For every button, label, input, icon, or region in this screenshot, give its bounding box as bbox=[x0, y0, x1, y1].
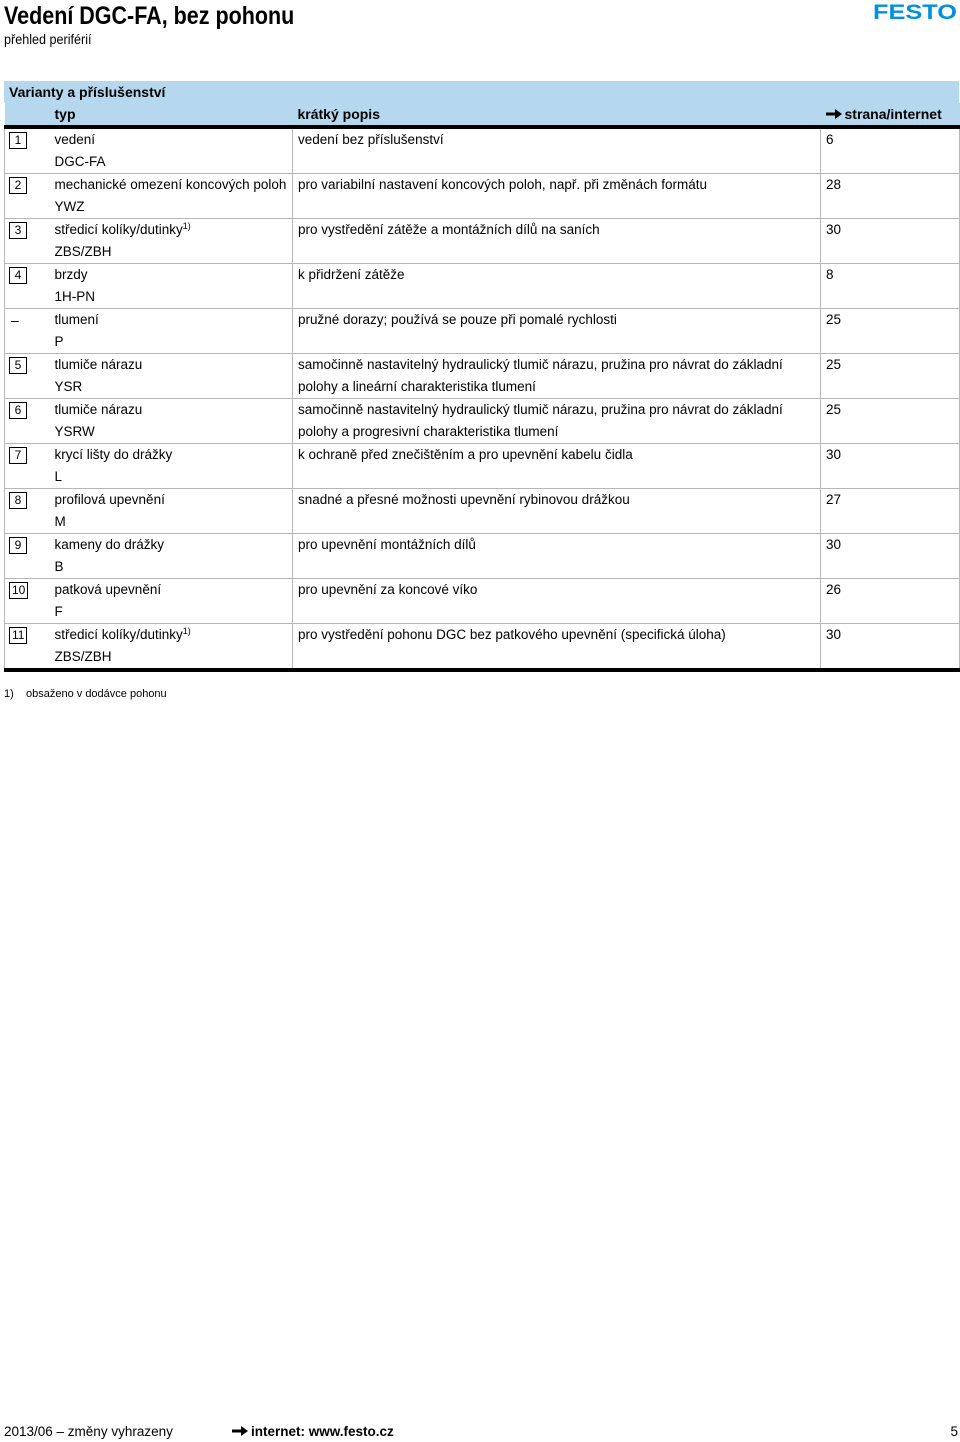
row-page-link[interactable]: 26 bbox=[826, 582, 842, 597]
row-description-cell bbox=[293, 444, 821, 489]
row-type-code: L bbox=[54, 469, 63, 484]
table-row bbox=[5, 489, 960, 534]
row-page-cell bbox=[821, 219, 960, 264]
row-page-cell bbox=[821, 354, 960, 399]
footnote-mark: 1) bbox=[4, 688, 14, 700]
row-page-link[interactable]: 27 bbox=[826, 492, 842, 507]
row-page-cell bbox=[821, 534, 960, 579]
row-description: samočinně nastavitelný hydraulický tlumič nárazu, pružina pro návrat do základní polohy a progresivní charakteristika tlumení bbox=[298, 402, 783, 439]
variants-table bbox=[4, 103, 960, 672]
row-type-cell bbox=[50, 579, 293, 624]
row-type-name: brzdy bbox=[54, 267, 88, 282]
row-page-link[interactable]: 30 bbox=[826, 537, 842, 552]
row-page-link[interactable]: 30 bbox=[826, 627, 842, 642]
row-type-code: B bbox=[54, 559, 64, 574]
arrow-right-icon bbox=[232, 1425, 248, 1437]
table-row bbox=[5, 624, 960, 671]
row-page-link[interactable]: 28 bbox=[826, 177, 842, 192]
row-description: k ochraně před znečištěním a pro upevnění kabelu čidla bbox=[298, 447, 633, 462]
row-page-cell bbox=[821, 174, 960, 219]
row-page-cell bbox=[821, 264, 960, 309]
row-description: pro variabilní nastavení koncových poloh, např. při změnách formátu bbox=[298, 177, 707, 192]
row-number: 3 bbox=[9, 222, 27, 239]
row-type-cell bbox=[50, 534, 293, 579]
footnote bbox=[4, 688, 167, 701]
row-description: k přidržení zátěže bbox=[298, 267, 405, 282]
row-type-cell bbox=[50, 354, 293, 399]
row-number: 11 bbox=[9, 627, 27, 644]
row-number: 4 bbox=[9, 267, 27, 284]
footer-internet-link[interactable]: internet: www.festo.cz bbox=[251, 1424, 394, 1439]
row-type-name: profilová upevnění bbox=[54, 492, 165, 507]
row-number: 7 bbox=[9, 447, 27, 464]
row-type-name: tlumiče nárazu bbox=[54, 357, 143, 372]
header-type: typ bbox=[50, 103, 293, 127]
row-description-cell bbox=[293, 174, 821, 219]
row-number-cell bbox=[5, 534, 50, 579]
table-row bbox=[5, 127, 960, 174]
table-body bbox=[5, 127, 960, 670]
table-row bbox=[5, 219, 960, 264]
row-number: 5 bbox=[9, 357, 27, 374]
row-description-cell bbox=[293, 219, 821, 264]
row-type-cell bbox=[50, 264, 293, 309]
header-page bbox=[821, 103, 960, 127]
row-page-link[interactable]: 25 bbox=[826, 312, 842, 327]
row-number-cell bbox=[5, 174, 50, 219]
table-header-row bbox=[5, 103, 960, 127]
row-page-link[interactable]: 6 bbox=[826, 132, 834, 147]
row-number: 10 bbox=[9, 582, 28, 599]
page-subtitle: přehled periférií bbox=[4, 31, 92, 47]
row-type-name: tlumení bbox=[54, 312, 99, 327]
row-type-cell bbox=[50, 309, 293, 354]
section-header: Varianty a příslušenství bbox=[4, 81, 959, 103]
row-description-cell bbox=[293, 579, 821, 624]
page-number: 5 bbox=[950, 1424, 958, 1439]
row-type-name: kameny do drážky bbox=[54, 537, 165, 552]
footer-date: 2013/06 – změny vyhrazeny bbox=[4, 1424, 173, 1439]
row-description-cell bbox=[293, 264, 821, 309]
row-description-cell bbox=[293, 534, 821, 579]
row-page-cell bbox=[821, 127, 960, 174]
row-number: 6 bbox=[9, 402, 27, 419]
table-row bbox=[5, 354, 960, 399]
row-description: pro upevnění za koncové víko bbox=[298, 582, 478, 597]
row-page-link[interactable]: 30 bbox=[826, 222, 842, 237]
row-type-code: ZBS/ZBH bbox=[54, 244, 112, 259]
row-type-cell bbox=[50, 624, 293, 671]
row-description-cell bbox=[293, 309, 821, 354]
row-type-cell bbox=[50, 127, 293, 174]
row-type-code: P bbox=[54, 334, 64, 349]
row-number-cell bbox=[5, 309, 50, 354]
table-row bbox=[5, 579, 960, 624]
table-row bbox=[5, 309, 960, 354]
table-row bbox=[5, 444, 960, 489]
row-description-cell bbox=[293, 624, 821, 671]
row-type-code: F bbox=[54, 604, 63, 619]
row-page-link[interactable]: 8 bbox=[826, 267, 834, 282]
table-row bbox=[5, 534, 960, 579]
row-number-cell bbox=[5, 624, 50, 671]
row-type-code: 1H-PN bbox=[54, 289, 96, 304]
row-description: vedení bez příslušenství bbox=[298, 132, 444, 147]
row-number-cell bbox=[5, 264, 50, 309]
row-number-cell bbox=[5, 354, 50, 399]
row-description: samočinně nastavitelný hydraulický tlumič nárazu, pružina pro návrat do základní polohy a lineární charakteristika tlumení bbox=[298, 357, 783, 394]
row-type-code: M bbox=[54, 514, 66, 529]
row-page-cell bbox=[821, 579, 960, 624]
header-desc: krátký popis bbox=[293, 103, 821, 127]
arrow-right-icon bbox=[826, 108, 842, 120]
row-type-name: tlumiče nárazu bbox=[54, 402, 143, 417]
row-description: pro upevnění montážních dílů bbox=[298, 537, 476, 552]
variants-table-wrap bbox=[4, 81, 959, 672]
row-type-cell bbox=[50, 174, 293, 219]
row-number-cell bbox=[5, 489, 50, 534]
row-number-cell bbox=[5, 219, 50, 264]
row-type-name: středicí kolíky/dutinky bbox=[54, 222, 183, 237]
row-type-name: středicí kolíky/dutinky bbox=[54, 627, 183, 642]
row-type-name: krycí lišty do drážky bbox=[54, 447, 173, 462]
row-description: pružné dorazy; používá se pouze při pomalé rychlosti bbox=[298, 312, 617, 327]
row-page-cell bbox=[821, 489, 960, 534]
header-page-label: strana/internet bbox=[844, 106, 942, 122]
row-number-cell bbox=[5, 127, 50, 174]
row-number-cell bbox=[5, 444, 50, 489]
page-title: Vedení DGC-FA, bez pohonu bbox=[4, 2, 295, 30]
row-description-cell bbox=[293, 354, 821, 399]
row-type-name: mechanické omezení koncových poloh bbox=[54, 177, 287, 192]
row-number: 1 bbox=[9, 132, 27, 149]
row-type-code: YSR bbox=[54, 379, 83, 394]
row-page-link[interactable]: 25 bbox=[826, 402, 842, 417]
row-type-code: DGC-FA bbox=[54, 154, 106, 169]
row-description: pro vystředění pohonu DGC bez patkového upevnění (specifická úloha) bbox=[298, 627, 726, 642]
dash-icon: – bbox=[11, 312, 19, 328]
row-description: snadné a přesné možnosti upevnění rybinovou drážkou bbox=[298, 492, 630, 507]
row-page-cell bbox=[821, 624, 960, 671]
footer-internet[interactable] bbox=[232, 1424, 394, 1440]
row-description-cell bbox=[293, 127, 821, 174]
footnote-ref: 1) bbox=[182, 626, 191, 636]
row-page-link[interactable]: 25 bbox=[826, 357, 842, 372]
row-page-cell bbox=[821, 444, 960, 489]
row-type-name: vedení bbox=[54, 132, 96, 147]
footnote-ref: 1) bbox=[182, 221, 191, 231]
row-description: pro vystředění zátěže a montážních dílů na saních bbox=[298, 222, 600, 237]
table-row bbox=[5, 264, 960, 309]
table-row bbox=[5, 174, 960, 219]
row-type-code: YSRW bbox=[54, 424, 95, 439]
row-type-code: YWZ bbox=[54, 199, 85, 214]
row-type-name: patková upevnění bbox=[54, 582, 162, 597]
table-row bbox=[5, 399, 960, 444]
row-page-link[interactable]: 30 bbox=[826, 447, 842, 462]
row-description-cell bbox=[293, 489, 821, 534]
row-number: 2 bbox=[9, 177, 27, 194]
row-number: 9 bbox=[9, 537, 27, 554]
row-type-code: ZBS/ZBH bbox=[54, 649, 112, 664]
row-type-cell bbox=[50, 489, 293, 534]
row-type-cell bbox=[50, 219, 293, 264]
row-number: 8 bbox=[9, 492, 27, 509]
row-type-cell bbox=[50, 444, 293, 489]
footnote-text: obsaženo v dodávce pohonu bbox=[26, 688, 167, 700]
row-number-cell bbox=[5, 399, 50, 444]
row-description-cell bbox=[293, 399, 821, 444]
row-page-cell bbox=[821, 309, 960, 354]
row-number-cell bbox=[5, 579, 50, 624]
row-type-cell bbox=[50, 399, 293, 444]
row-page-cell bbox=[821, 399, 960, 444]
festo-logo bbox=[872, 2, 958, 22]
header-num-cell bbox=[5, 103, 50, 127]
logo-text: FESTO bbox=[873, 2, 957, 22]
